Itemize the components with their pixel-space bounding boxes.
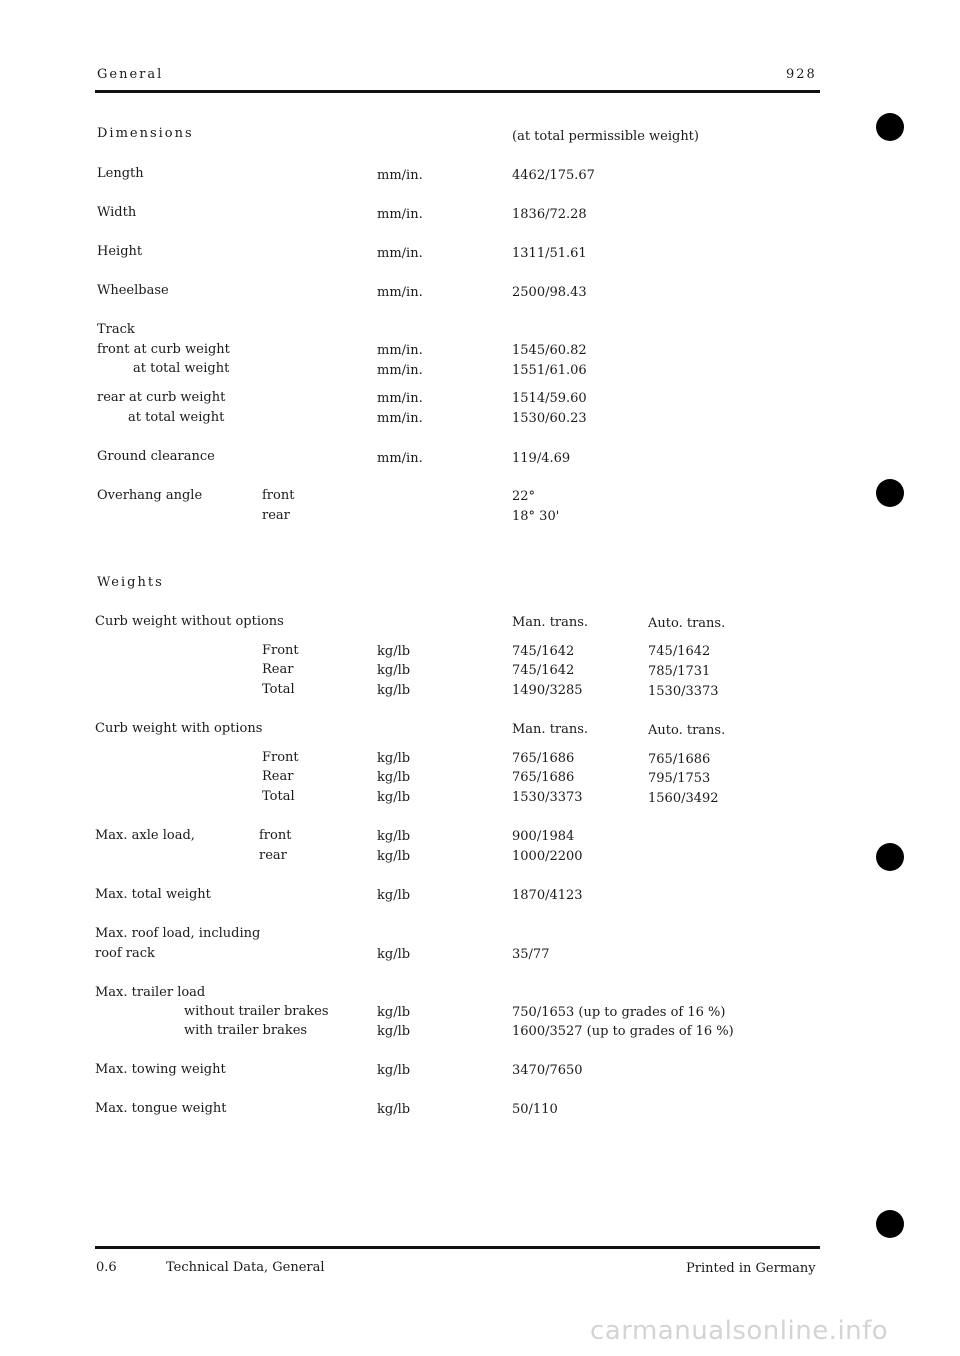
row-auto-value: 1530/3373 bbox=[648, 684, 719, 699]
axle-load-label: Max. axle load, bbox=[95, 828, 195, 843]
row-man-value: 765/1686 bbox=[512, 751, 575, 766]
row-label: Rear bbox=[262, 769, 294, 784]
footer-rule bbox=[95, 1246, 820, 1249]
row-man-value: 745/1642 bbox=[512, 644, 575, 659]
printed-note: Printed in Germany bbox=[686, 1261, 816, 1276]
curb-with-label: Curb weight with options bbox=[95, 721, 263, 736]
row-unit: mm/in. bbox=[377, 168, 423, 183]
row-label: Wheelbase bbox=[97, 283, 169, 298]
trailer-with-value: 1600/3527 (up to grades of 16 %) bbox=[512, 1024, 734, 1039]
row-label: Total bbox=[262, 682, 295, 697]
row-man-value: 765/1686 bbox=[512, 770, 575, 785]
row-label: Length bbox=[97, 166, 144, 181]
track-rear-total-value: 1530/60.23 bbox=[512, 411, 587, 426]
col-man-trans: Man. trans. bbox=[512, 615, 589, 630]
col-man-trans: Man. trans. bbox=[512, 722, 589, 737]
overhang-rear-label: rear bbox=[262, 508, 290, 523]
model-number: 928 bbox=[786, 67, 817, 82]
row-value: 2500/98.43 bbox=[512, 285, 587, 300]
trailer-with-label: with trailer brakes bbox=[184, 1023, 308, 1038]
overhang-rear-value: 18° 30' bbox=[512, 509, 560, 524]
towing-value: 3470/7650 bbox=[512, 1063, 583, 1078]
track-rear-curb-unit: mm/in. bbox=[377, 391, 423, 406]
punch-hole bbox=[876, 113, 904, 141]
tongue-unit: kg/lb bbox=[377, 1102, 411, 1117]
track-label: Track bbox=[97, 322, 135, 337]
track-front-total-value: 1551/61.06 bbox=[512, 363, 587, 378]
track-front-total-label: at total weight bbox=[133, 361, 230, 376]
row-label: Height bbox=[97, 244, 143, 259]
row-value: 1836/72.28 bbox=[512, 207, 587, 222]
total-weight-label: Max. total weight bbox=[95, 887, 211, 902]
punch-hole bbox=[876, 1210, 904, 1238]
row-auto-value: 795/1753 bbox=[648, 771, 711, 786]
axle-rear-value: 1000/2200 bbox=[512, 849, 583, 864]
col-auto-trans: Auto. trans. bbox=[648, 723, 726, 738]
row-value: 1311/51.61 bbox=[512, 246, 587, 261]
track-rear-total-unit: mm/in. bbox=[377, 411, 423, 426]
roof-load-label: Max. roof load, including bbox=[95, 926, 261, 941]
trailer-without-label: without trailer brakes bbox=[184, 1004, 329, 1019]
total-weight-value: 1870/4123 bbox=[512, 888, 583, 903]
track-rear-total-label: at total weight bbox=[128, 410, 225, 425]
roof-load-unit: kg/lb bbox=[377, 947, 411, 962]
axle-rear-label: rear bbox=[259, 848, 287, 863]
punch-hole bbox=[876, 479, 904, 507]
track-rear-curb-value: 1514/59.60 bbox=[512, 391, 587, 406]
tongue-value: 50/110 bbox=[512, 1102, 558, 1117]
row-label: Front bbox=[262, 643, 299, 658]
axle-front-unit: kg/lb bbox=[377, 829, 411, 844]
punch-hole bbox=[876, 843, 904, 871]
row-auto-value: 1560/3492 bbox=[648, 791, 719, 806]
dimensions-heading: Dimensions bbox=[97, 126, 194, 141]
row-unit: mm/in. bbox=[377, 246, 423, 261]
row-value: 4462/175.67 bbox=[512, 168, 595, 183]
col-auto-trans: Auto. trans. bbox=[648, 616, 726, 631]
row-auto-value: 785/1731 bbox=[648, 664, 711, 679]
total-weight-unit: kg/lb bbox=[377, 888, 411, 903]
axle-front-value: 900/1984 bbox=[512, 829, 575, 844]
ground-clearance-label: Ground clearance bbox=[97, 449, 215, 464]
page-number: 0.6 bbox=[96, 1260, 117, 1275]
row-unit: kg/lb bbox=[377, 644, 411, 659]
dimensions-condition: (at total permissible weight) bbox=[512, 129, 699, 144]
curb-without-label: Curb weight without options bbox=[95, 614, 284, 629]
trailer-with-unit: kg/lb bbox=[377, 1024, 411, 1039]
row-unit: kg/lb bbox=[377, 770, 411, 785]
row-auto-value: 765/1686 bbox=[648, 752, 711, 767]
row-label: Rear bbox=[262, 662, 294, 677]
row-unit: mm/in. bbox=[377, 207, 423, 222]
row-man-value: 745/1642 bbox=[512, 663, 575, 678]
track-rear-curb-label: rear at curb weight bbox=[97, 390, 226, 405]
track-front-curb-value: 1545/60.82 bbox=[512, 343, 587, 358]
roof-load-label-2: roof rack bbox=[95, 946, 155, 961]
ground-clearance-value: 119/4.69 bbox=[512, 451, 571, 466]
row-unit: kg/lb bbox=[377, 751, 411, 766]
tongue-label: Max. tongue weight bbox=[95, 1101, 227, 1116]
row-label: Width bbox=[97, 205, 137, 220]
overhang-label: Overhang angle bbox=[97, 488, 203, 503]
row-label: Total bbox=[262, 789, 295, 804]
header-rule bbox=[95, 90, 820, 93]
towing-unit: kg/lb bbox=[377, 1063, 411, 1078]
axle-rear-unit: kg/lb bbox=[377, 849, 411, 864]
overhang-front-value: 22° bbox=[512, 489, 536, 504]
trailer-without-unit: kg/lb bbox=[377, 1005, 411, 1020]
row-label: Front bbox=[262, 750, 299, 765]
axle-front-label: front bbox=[259, 828, 292, 843]
roof-load-value: 35/77 bbox=[512, 947, 550, 962]
row-man-value: 1490/3285 bbox=[512, 683, 583, 698]
row-unit: kg/lb bbox=[377, 663, 411, 678]
footer-title: Technical Data, General bbox=[166, 1260, 325, 1275]
row-auto-value: 745/1642 bbox=[648, 644, 711, 659]
section-title: General bbox=[97, 67, 164, 82]
row-man-value: 1530/3373 bbox=[512, 790, 583, 805]
track-front-curb-unit: mm/in. bbox=[377, 343, 423, 358]
overhang-front-label: front bbox=[262, 488, 295, 503]
row-unit: mm/in. bbox=[377, 285, 423, 300]
towing-label: Max. towing weight bbox=[95, 1062, 226, 1077]
row-unit: kg/lb bbox=[377, 683, 411, 698]
watermark: carmanualsonline.info bbox=[590, 1316, 889, 1346]
trailer-without-value: 750/1653 (up to grades of 16 %) bbox=[512, 1005, 726, 1020]
row-unit: kg/lb bbox=[377, 790, 411, 805]
ground-clearance-unit: mm/in. bbox=[377, 451, 423, 466]
trailer-load-label: Max. trailer load bbox=[95, 985, 206, 1000]
track-front-total-unit: mm/in. bbox=[377, 363, 423, 378]
weights-heading: Weights bbox=[97, 575, 164, 590]
track-front-curb-label: front at curb weight bbox=[97, 342, 230, 357]
